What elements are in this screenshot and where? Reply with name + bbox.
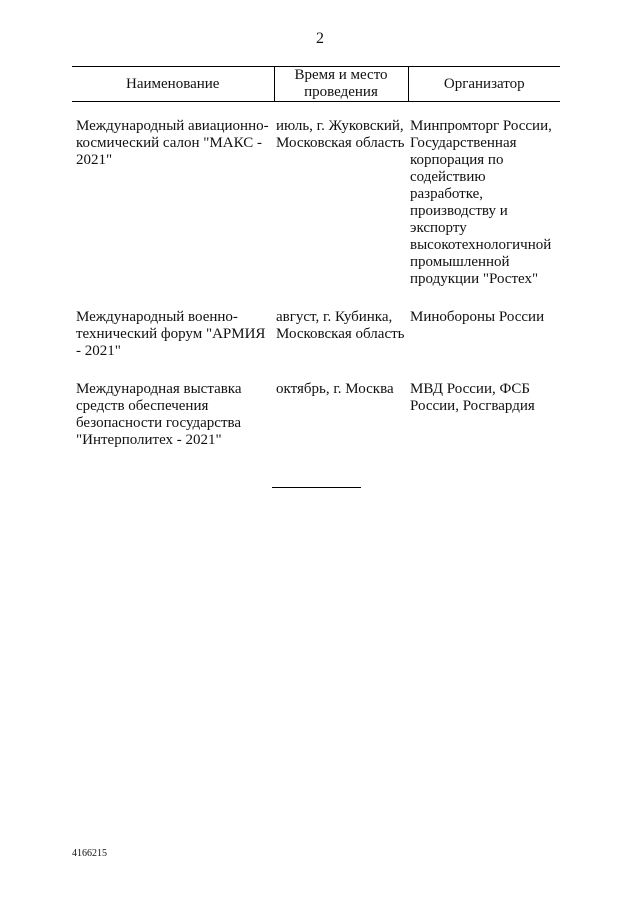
header-time-place: Время и место проведения	[274, 67, 408, 102]
event-time-place: октябрь, г. Москва	[276, 381, 394, 397]
event-organizer: МВД России, ФСБ России, Росгвардия	[410, 381, 535, 414]
header-name: Наименование	[72, 67, 274, 102]
end-separator-line	[272, 487, 361, 488]
event-time-place: июль, г. Жуковский, Московская область	[276, 118, 405, 151]
event-organizer: Минпромторг России, Государственная корпорация по содействию разработке, производству и экспорту высокотехнологичной промышленной продукции "Ростех"	[410, 118, 552, 287]
table-spacer	[72, 102, 560, 119]
document-code: 4166215	[72, 848, 107, 859]
events-table	[72, 66, 560, 470]
page-number: 2	[316, 30, 324, 47]
table-row	[72, 309, 560, 381]
event-organizer: Минобороны России	[410, 309, 545, 325]
event-name: Международный авиационно-космический салон "МАКС - 2021"	[76, 118, 269, 168]
table-row	[72, 118, 560, 309]
header-organizer: Организатор	[408, 67, 560, 102]
table-header-row	[72, 67, 560, 102]
event-name: Международная выставка средств обеспечения безопасности государства "Интерполитех - 2021"	[76, 381, 242, 448]
table-row	[72, 381, 560, 470]
event-name: Международный военно-технический форум "АРМИЯ - 2021"	[76, 309, 266, 359]
event-time-place: август, г. Кубинка, Московская область	[276, 309, 405, 342]
